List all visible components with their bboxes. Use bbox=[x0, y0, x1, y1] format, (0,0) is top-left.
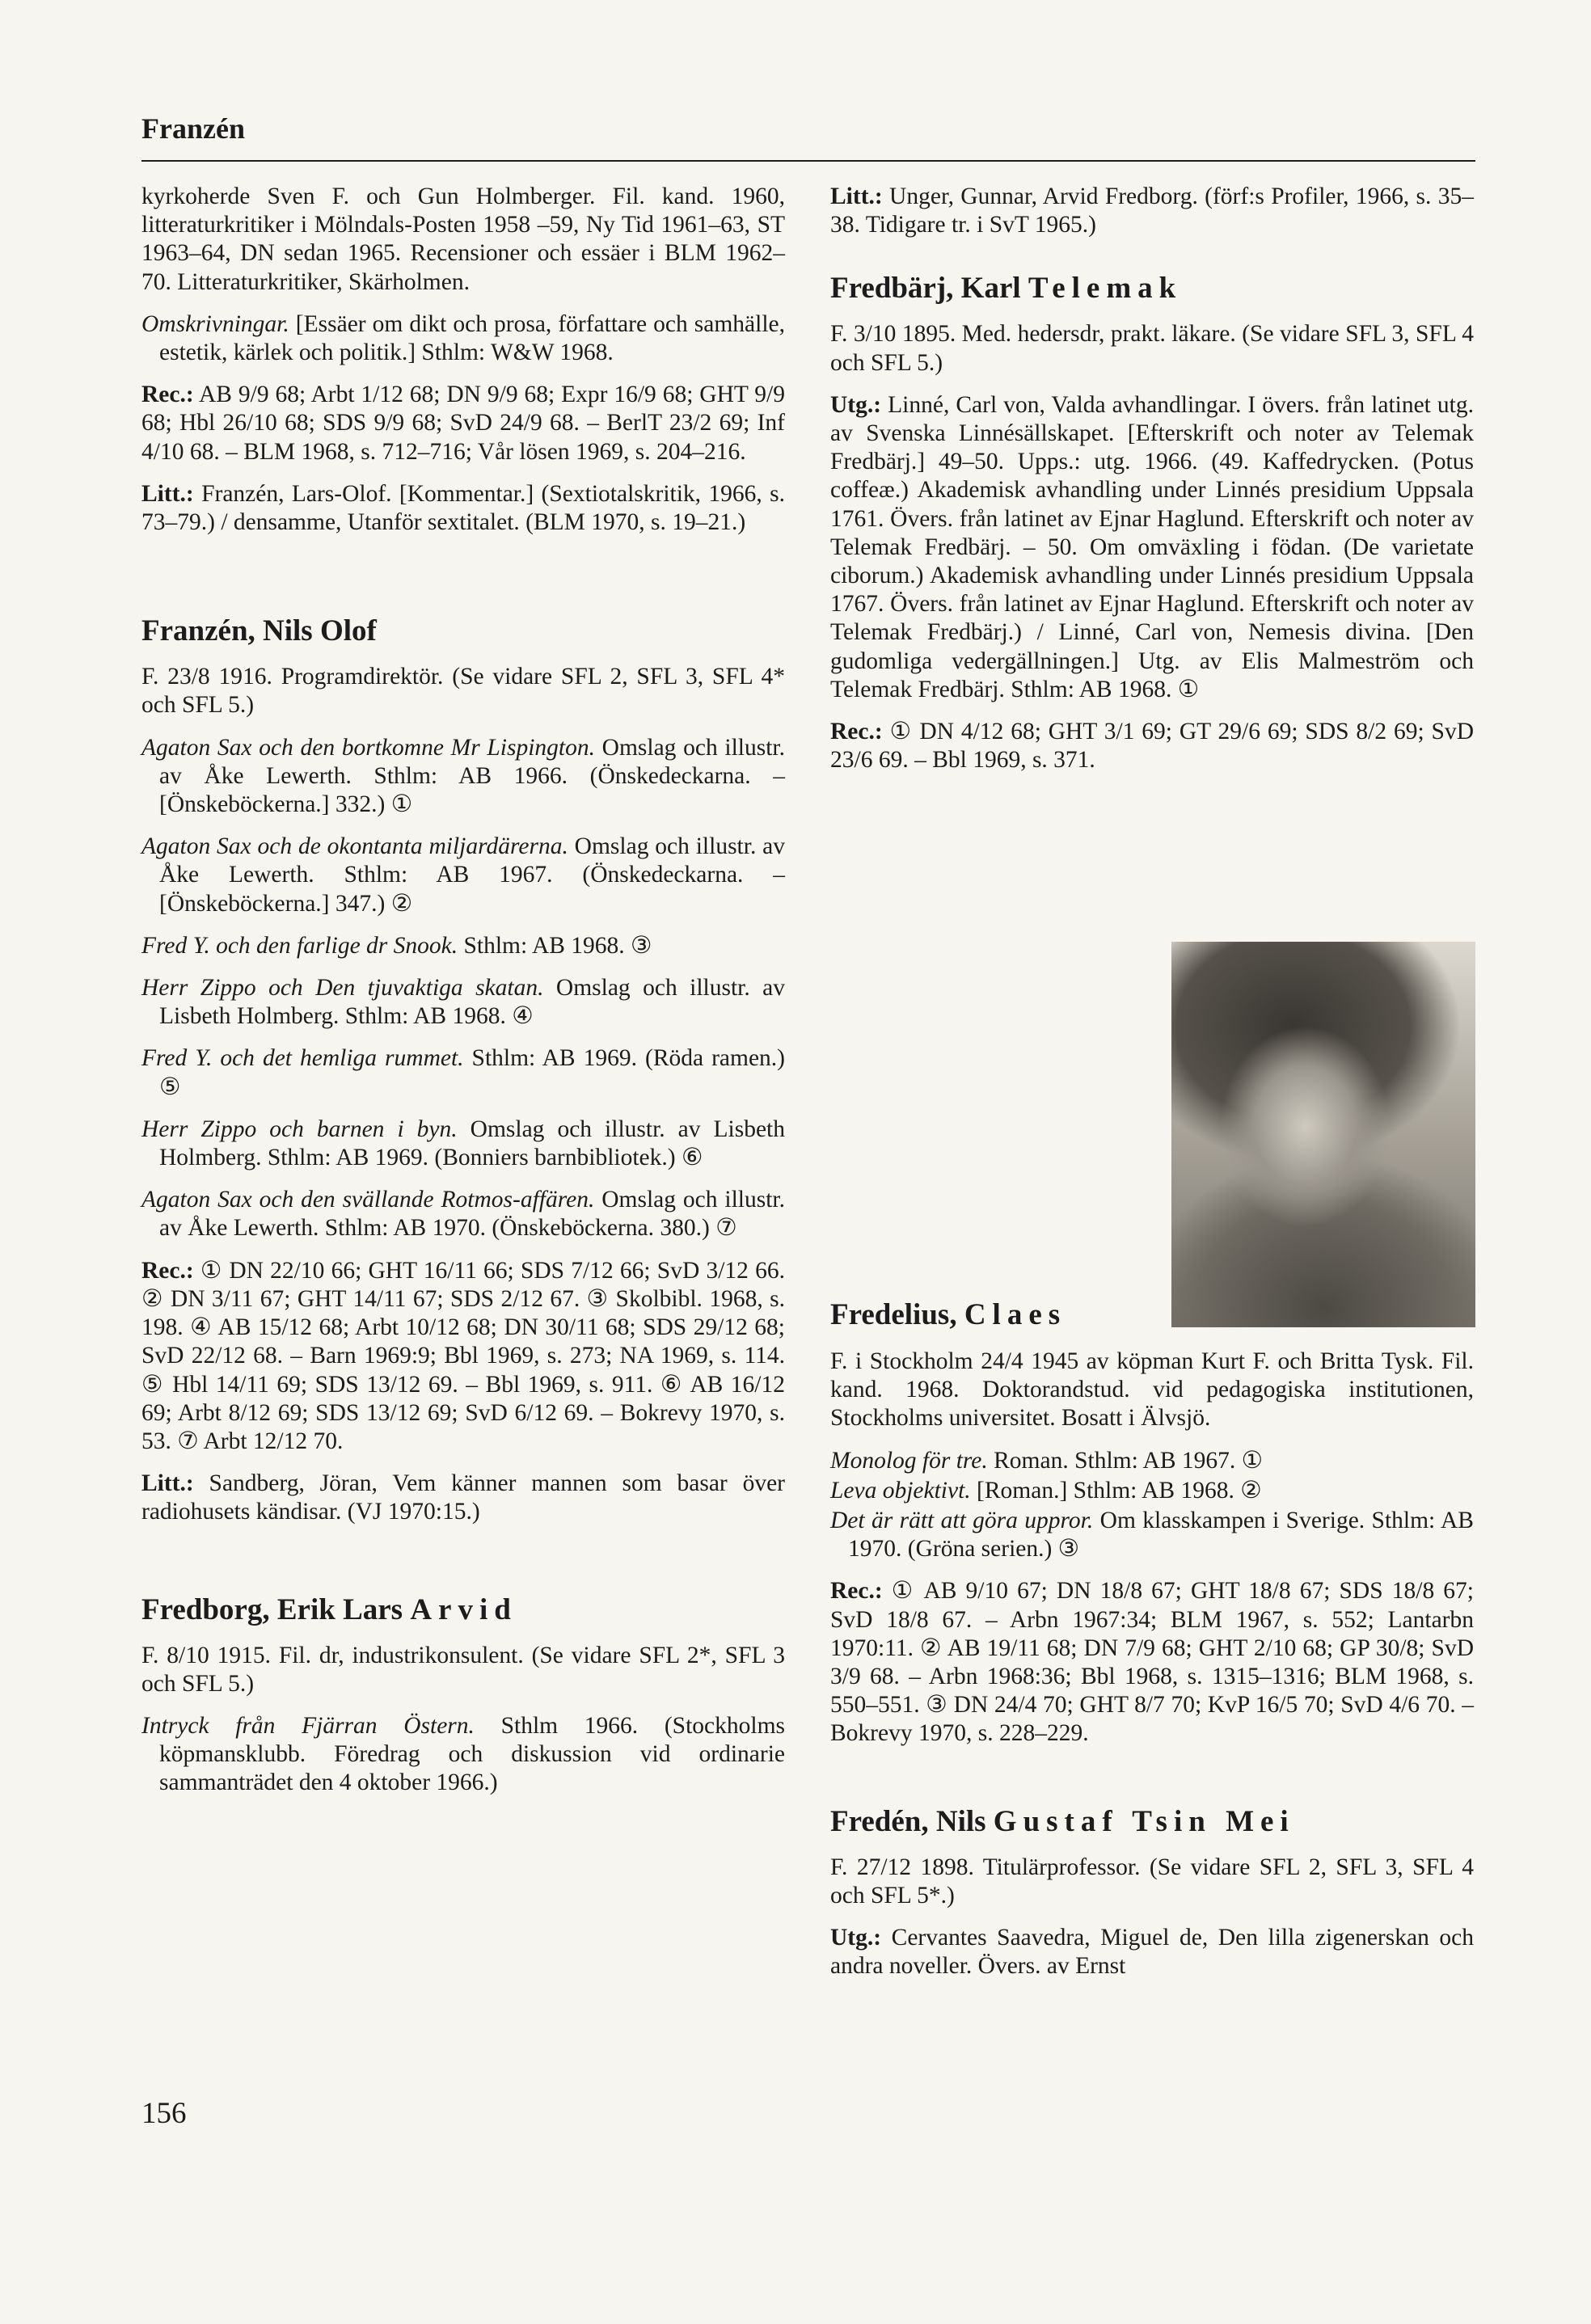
entry-bio: F. 27/12 1898. Titulärprofessor. (Se vidare SFL 2, SFL 3, SFL 4 och SFL 5*.) bbox=[830, 1854, 1474, 1909]
right-column bbox=[830, 183, 1474, 788]
entry-bio: F. 3/10 1895. Med. hedersdr, prakt. läkare. (Se vidare SFL 3, SFL 4 och SFL 5.) bbox=[830, 321, 1474, 376]
entry-bio: F. 8/10 1915. Fil. dr, industrikonsulent. (Se vidare SFL 2*, SFL 3 och SFL 5.) bbox=[141, 1642, 785, 1697]
reviews: Rec.: AB 9/9 68; Arbt 1/12 68; DN 9/9 68; Expr 16/9 68; GHT 9/9 68; Hbl 26/10 68; SDS 9/9 68; SvD 24/9 68. – BerlT 23/2 69; Inf 4/10 68. – BLM 1968, s. 712–716; Vår lösen 1969, s. 204–216. bbox=[141, 382, 785, 465]
work-entry: Omskrivningar. [Essäer om dikt och prosa, författare och samhälle, estetik, kärlek och politik.] Sthlm: W&W 1968. bbox=[141, 310, 785, 366]
work-entry: Herr Zippo och Den tjuvaktiga skatan. Omslag och illustr. av Lisbeth Holmberg. Sthlm: AB 1968. ④ bbox=[141, 975, 785, 1030]
page-number: 156 bbox=[141, 2097, 187, 2130]
entry-heading: Fredborg, Erik Lars Arvid bbox=[141, 1592, 517, 1626]
literature: Litt.: Sandberg, Jöran, Vem känner mannen som basar över radiohusets kändisar. (VJ 1970:15.) bbox=[141, 1470, 785, 1525]
left-column bbox=[141, 183, 785, 1812]
entry-franzen-bio: kyrkoherde Sven F. och Gun Holmberger. Fil. kand. 1960, litteraturkritiker i Mölndals-Posten 1958 –59, Ny Tid 1961–63, ST 1963–64, DN sedan 1965. Recensioner och essäer i BLM 1962–70. Litteraturkritiker, Skärholmen. bbox=[141, 183, 785, 295]
literature: Litt.: Unger, Gunnar, Arvid Fredborg. (förf:s Profiler, 1966, s. 35–38. Tidigare tr. i SvT 1965.) bbox=[830, 183, 1474, 238]
header-rule bbox=[141, 160, 1475, 162]
work-entry: Agaton Sax och den svällande Rotmos-affären. Omslag och illustr. av Åke Lewerth. Sthlm: AB 1970. (Önskeböckerna. 380.) ⑦ bbox=[141, 1187, 785, 1242]
work-entry: Intryck från Fjärran Östern. Sthlm 1966. (Stockholms köpmansklubb. Föredrag och diskussion vid ordinarie sammanträdet den 4 oktober 1966.) bbox=[141, 1712, 786, 1796]
right-column-lower bbox=[830, 1348, 1474, 1994]
work-entry: Fred Y. och den farlige dr Snook. Sthlm: AB 1968. ③ bbox=[141, 932, 652, 959]
edited-works: Utg.: Linné, Carl von, Valda avhandlingar. I övers. från latinet utg. av Svenska Linnésällskapet. [Efterskrift och noter av Telemak Fredbärj.] 49–50. Upps.: utg. 1966. (49. Kaffedrycken. (Potus coffeæ.) Akademisk avhandling under Linnés presidium Uppsala 1761. Övers. från latinet av Ejnar Haglund. Efterskrift och noter av Telemak Fredbärj. – 50. Om omväxling i födan. (De varietate ciborum.) Akademisk avhandling under Linnés presidium Uppsala 1767. Övers. från latinet av Ejnar Haglund. Efterskrift och noter av Telemak Fredbärj.) / Linné, Carl von, Nemesis divina. [Den gudomliga vedergällningen.] Utg. av Elis Malmeström och Telemak Fredbärj. Sthlm: AB 1968. ① bbox=[830, 391, 1474, 702]
work-entry: Leva objektivt. [Roman.] Sthlm: AB 1968. ② bbox=[830, 1477, 1262, 1504]
entry-heading: Franzén, Nils Olof bbox=[141, 614, 377, 648]
work-entry: Monolog för tre. Roman. Sthlm: AB 1967. ① bbox=[830, 1447, 1264, 1474]
work-entry: Det är rätt att göra uppror. Om klasskampen i Sverige. Sthlm: AB 1970. (Gröna serien.) ③ bbox=[830, 1508, 1474, 1563]
entry-bio: F. 23/8 1916. Programdirektör. (Se vidare SFL 2, SFL 3, SFL 4* och SFL 5.) bbox=[141, 664, 785, 719]
literature: Litt.: Franzén, Lars-Olof. [Kommentar.] (Sextiotalskritik, 1966, s. 73–79.) / densamme, Utanför sextitalet. (BLM 1970, s. 19–21.) bbox=[141, 480, 785, 536]
entry-bio: F. i Stockholm 24/4 1945 av köpman Kurt F. och Britta Tysk. Fil. kand. 1968. Doktorandstud. vid pedagogiska institutionen, Stockholms universitet. Bosatt i Älvsjö. bbox=[830, 1348, 1474, 1432]
reviews: Rec.: ① DN 22/10 66; GHT 16/11 66; SDS 7/12 66; SvD 3/12 66. ② DN 3/11 67; GHT 14/11 67; SDS 2/12 67. ③ Skolbibl. 1968, s. 198. ④ AB 15/12 68; Arbt 10/12 68; DN 30/11 68; SDS 29/12 68; SvD 22/12 68. – Barn 1969:9; Bbl 1969, s. 273; NA 1969, s. 114. ⑤ Hbl 14/11 69; SDS 13/12 69. – Bbl 1969, s. 911. ⑥ AB 16/12 69; Arbt 8/12 69; SDS 13/12 69; SvD 6/12 69. – Bokrevy 1970, s. 53. ⑦ Arbt 12/12 70. bbox=[141, 1257, 785, 1454]
work-entry: Agaton Sax och de okontanta miljardärerna. Omslag och illustr. av Åke Lewerth. Sthlm: AB 1967. (Önskedeckarna. – [Önskeböckerna.] 347.) ② bbox=[141, 833, 786, 917]
work-entry: Agaton Sax och den bortkomne Mr Lispington. Omslag och illustr. av Åke Lewerth. Sthlm: AB 1966. (Önskedeckarna. – [Önskeböckerna.] 332.) ① bbox=[141, 734, 785, 818]
author-photo bbox=[1171, 942, 1475, 1327]
entry-heading: Fredbärj, Karl Telemak bbox=[830, 272, 1183, 306]
running-head: Franzén bbox=[141, 112, 245, 145]
work-entry: Herr Zippo och barnen i byn. Omslag och illustr. av Lisbeth Holmberg. Sthlm: AB 1969. (Bonniers barnbibliotek.) ⑥ bbox=[141, 1116, 786, 1171]
edited-works: Utg.: Cervantes Saavedra, Miguel de, Den lilla zigenerskan och andra noveller. Övers. av Ernst bbox=[830, 1925, 1474, 1980]
reviews: Rec.: ① DN 4/12 68; GHT 3/1 69; GT 29/6 69; SDS 8/2 69; SvD 23/6 69. – Bbl 1969, s. 371. bbox=[830, 719, 1474, 774]
entry-heading: Fredén, Nils Gustaf Tsin Mei bbox=[830, 1804, 1295, 1838]
reviews: Rec.: ① AB 9/10 67; DN 18/8 67; GHT 18/8 67; SDS 18/8 67; SvD 18/8 67. – Arbn 1967:34; BLM 1967, s. 552; Lantarbn 1970:11. ② AB 19/11 68; DN 7/9 68; GHT 2/10 68; GP 30/8; SvD 3/9 68. – Arbn 1968:36; Bbl 1968, s. 1315–1316; BLM 1968, s. 550–551. ③ DN 24/4 70; GHT 8/7 70; KvP 16/5 70; SvD 4/6 70. – Bokrevy 1970, s. 228–229. bbox=[830, 1578, 1474, 1747]
entry-heading: Fredelius, Claes bbox=[830, 1298, 1067, 1331]
work-entry: Fred Y. och det hemliga rummet. Sthlm: AB 1969. (Röda ramen.) ⑤ bbox=[141, 1045, 786, 1100]
